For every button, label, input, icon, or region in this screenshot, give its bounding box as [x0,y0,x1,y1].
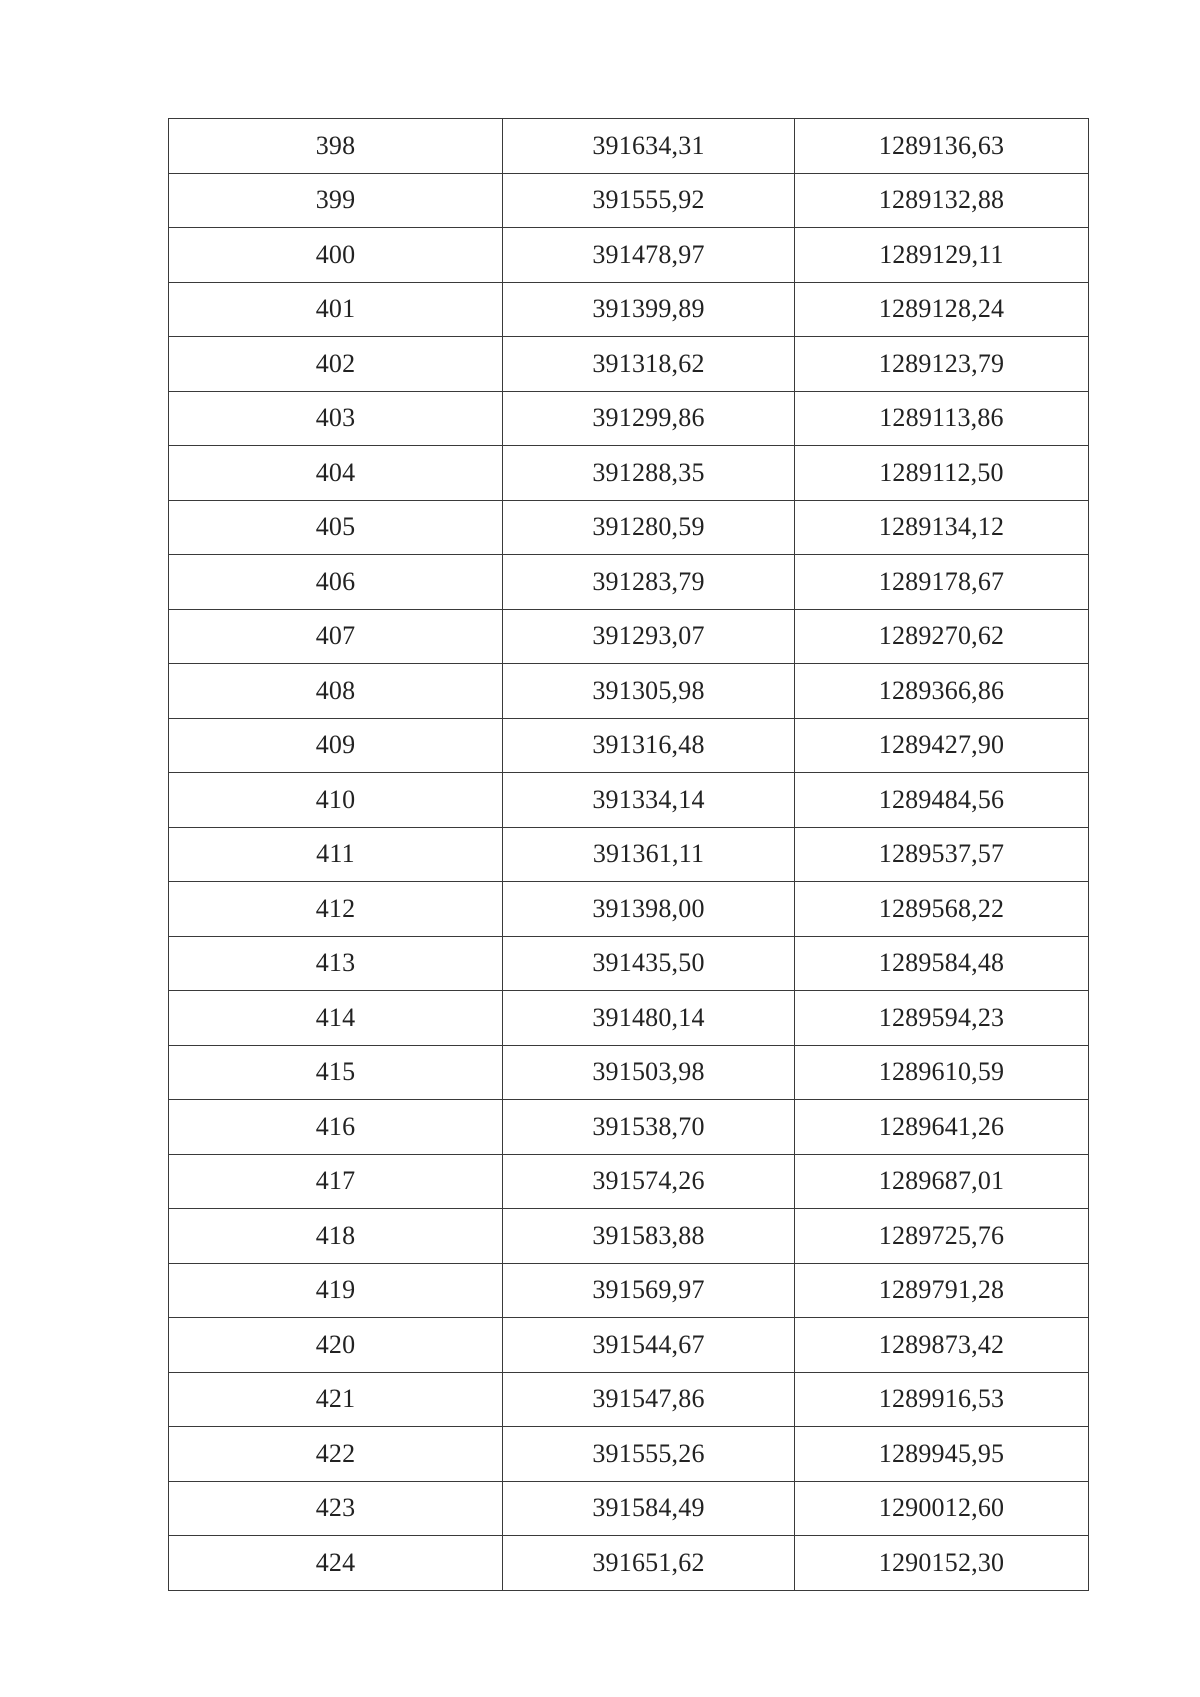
point-number-cell: 407 [169,609,503,664]
y-coordinate-cell: 1289366,86 [795,664,1089,719]
point-number-cell: 400 [169,228,503,283]
x-coordinate-cell: 391634,31 [503,119,795,174]
x-coordinate-cell: 391361,11 [503,827,795,882]
y-coordinate-cell: 1289113,86 [795,391,1089,446]
y-coordinate-cell: 1290012,60 [795,1481,1089,1536]
table-row [169,1481,1089,1536]
x-coordinate-cell: 391293,07 [503,609,795,664]
coordinates-table [168,118,1089,1591]
y-coordinate-cell: 1289484,56 [795,773,1089,828]
table-row [169,173,1089,228]
y-coordinate-cell: 1289537,57 [795,827,1089,882]
x-coordinate-cell: 391574,26 [503,1154,795,1209]
table-row [169,1154,1089,1209]
table-row [169,500,1089,555]
y-coordinate-cell: 1289134,12 [795,500,1089,555]
table-row [169,1427,1089,1482]
x-coordinate-cell: 391318,62 [503,337,795,392]
y-coordinate-cell: 1289687,01 [795,1154,1089,1209]
point-number-cell: 399 [169,173,503,228]
x-coordinate-cell: 391555,26 [503,1427,795,1482]
x-coordinate-cell: 391584,49 [503,1481,795,1536]
y-coordinate-cell: 1289123,79 [795,337,1089,392]
point-number-cell: 414 [169,991,503,1046]
y-coordinate-cell: 1289270,62 [795,609,1089,664]
table-row [169,1100,1089,1155]
x-coordinate-cell: 391478,97 [503,228,795,283]
point-number-cell: 411 [169,827,503,882]
y-coordinate-cell: 1289873,42 [795,1318,1089,1373]
point-number-cell: 402 [169,337,503,392]
table-row [169,1045,1089,1100]
x-coordinate-cell: 391547,86 [503,1372,795,1427]
table-row [169,446,1089,501]
x-coordinate-cell: 391398,00 [503,882,795,937]
x-coordinate-cell: 391299,86 [503,391,795,446]
x-coordinate-cell: 391544,67 [503,1318,795,1373]
point-number-cell: 410 [169,773,503,828]
coordinates-table-body [169,119,1089,1591]
table-row [169,827,1089,882]
point-number-cell: 417 [169,1154,503,1209]
table-row [169,337,1089,392]
x-coordinate-cell: 391316,48 [503,718,795,773]
y-coordinate-cell: 1289136,63 [795,119,1089,174]
y-coordinate-cell: 1290152,30 [795,1536,1089,1591]
point-number-cell: 415 [169,1045,503,1100]
table-row [169,228,1089,283]
y-coordinate-cell: 1289178,67 [795,555,1089,610]
point-number-cell: 401 [169,282,503,337]
table-row [169,555,1089,610]
y-coordinate-cell: 1289584,48 [795,936,1089,991]
x-coordinate-cell: 391538,70 [503,1100,795,1155]
table-row [169,991,1089,1046]
point-number-cell: 420 [169,1318,503,1373]
x-coordinate-cell: 391555,92 [503,173,795,228]
point-number-cell: 416 [169,1100,503,1155]
table-row [169,609,1089,664]
x-coordinate-cell: 391334,14 [503,773,795,828]
table-row [169,936,1089,991]
x-coordinate-cell: 391435,50 [503,936,795,991]
table-row [169,718,1089,773]
point-number-cell: 418 [169,1209,503,1264]
y-coordinate-cell: 1289945,95 [795,1427,1089,1482]
y-coordinate-cell: 1289128,24 [795,282,1089,337]
y-coordinate-cell: 1289427,90 [795,718,1089,773]
x-coordinate-cell: 391569,97 [503,1263,795,1318]
x-coordinate-cell: 391305,98 [503,664,795,719]
point-number-cell: 419 [169,1263,503,1318]
x-coordinate-cell: 391583,88 [503,1209,795,1264]
point-number-cell: 403 [169,391,503,446]
table-row [169,1318,1089,1373]
table-row [169,1209,1089,1264]
table-row [169,282,1089,337]
point-number-cell: 423 [169,1481,503,1536]
y-coordinate-cell: 1289129,11 [795,228,1089,283]
y-coordinate-cell: 1289641,26 [795,1100,1089,1155]
point-number-cell: 406 [169,555,503,610]
x-coordinate-cell: 391503,98 [503,1045,795,1100]
y-coordinate-cell: 1289112,50 [795,446,1089,501]
point-number-cell: 405 [169,500,503,555]
x-coordinate-cell: 391288,35 [503,446,795,501]
y-coordinate-cell: 1289916,53 [795,1372,1089,1427]
point-number-cell: 398 [169,119,503,174]
point-number-cell: 408 [169,664,503,719]
point-number-cell: 422 [169,1427,503,1482]
point-number-cell: 413 [169,936,503,991]
y-coordinate-cell: 1289791,28 [795,1263,1089,1318]
table-row [169,664,1089,719]
y-coordinate-cell: 1289610,59 [795,1045,1089,1100]
table-row [169,882,1089,937]
x-coordinate-cell: 391399,89 [503,282,795,337]
y-coordinate-cell: 1289568,22 [795,882,1089,937]
table-row [169,119,1089,174]
point-number-cell: 412 [169,882,503,937]
y-coordinate-cell: 1289132,88 [795,173,1089,228]
point-number-cell: 424 [169,1536,503,1591]
table-row [169,1263,1089,1318]
y-coordinate-cell: 1289725,76 [795,1209,1089,1264]
table-row [169,773,1089,828]
point-number-cell: 404 [169,446,503,501]
x-coordinate-cell: 391283,79 [503,555,795,610]
table-row [169,391,1089,446]
y-coordinate-cell: 1289594,23 [795,991,1089,1046]
x-coordinate-cell: 391480,14 [503,991,795,1046]
point-number-cell: 409 [169,718,503,773]
table-row [169,1536,1089,1591]
point-number-cell: 421 [169,1372,503,1427]
x-coordinate-cell: 391280,59 [503,500,795,555]
table-row [169,1372,1089,1427]
x-coordinate-cell: 391651,62 [503,1536,795,1591]
